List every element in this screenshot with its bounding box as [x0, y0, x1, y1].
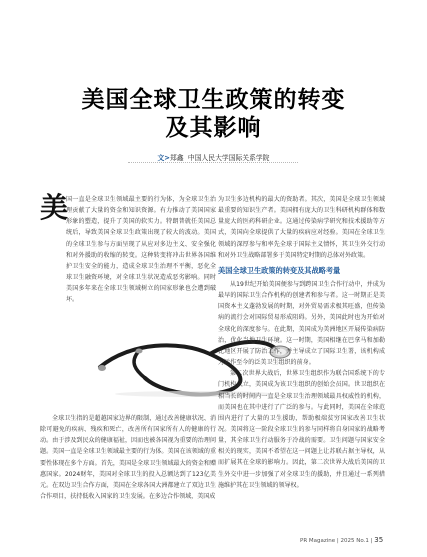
right-paragraph-1: 为卫生多边机构的最大的资助者。其次，美国是全球卫生领域最重要的知识生产者。美国拥有庞大的卫生科研机构群体和数量庞大的医药科研企业。这通过传染病学研究和技术援助等方式，美国向全球提供了大量的疾病应对经验。美国在全球卫生领域的深厚参与和率先全球于国际主义情怀，其卫生外交行动和对外卫生战略部署多于美国特定时期的总体对外政策。 [218, 196, 385, 259]
footer-magazine: PR Magazine [300, 538, 336, 544]
drop-cap: 美 [40, 191, 69, 224]
byline-affiliation: 中国人民大学国际关系学院 [187, 154, 270, 162]
right-paragraph-3: 第二次世界大战后，世界卫生组织作为联合国系统下的专门机构成立，美国成为该卫生组织的创始会员国。世卫组织在相当长的时间内一直是全球卫生治理领域最具权威性的机构，而美国也在其中进行了广泛的参与。与此同时，美国在全球范围内进行了大量的卫生援助，帮助极端贫穷国家改善卫生状况。美国将这一阶段全球卫生的参与同样将自身国家的战略考量，其全球卫生行动服务于冷战的需要。卫生问题与国家安全相关的现实，美国不希望在这一问题上让苏联占据主导权，从而扩展其在全球的影响力。因此，第二次世界大战后美国的卫生外交中进一步加强了对全球卫生的援助，并且通过一系列措施维护其在卫生领域的领导权。 [218, 370, 385, 489]
footer-issue: 2025 No.1 [340, 538, 369, 544]
byline-author: 郑鑫 [170, 154, 184, 162]
right-paragraph-2: 从19世纪开始美国便参与到跨国卫生合作行动中，并成为最早的国际卫生合作机构的创建者和参与者。这一时期正是美国资本主义蓬勃发展的时期，对外贸易需求极其旺盛，但传染病的流行会对国际贸易形成阻碍。另外，美国此时也为开始对全球化的深度参与。在此期，美国成为美洲地区开展传染病防治，优化当地卫生环境。这一时期，美国相继在巴拿马和加勒比地区开展了防治工作，并主导成立了国际卫生署，该机构成为运作至今的泛美卫生组织的前身。 [218, 280, 385, 367]
right-column [218, 194, 385, 491]
byline-prefix: 文> [157, 154, 170, 162]
section-heading: 美国全球卫生政策的转变及其战略考量 [218, 265, 341, 275]
page-footer: PR Magazine | 2025 No.1 | 35 [300, 536, 384, 544]
article-title-line2: 及其影响 [165, 114, 262, 141]
byline [0, 152, 427, 162]
left-paragraph-2: 全球卫生指的是超越国家边界的限制，通过改善健康状况、消除可避免的疾病、残疾和死亡，改善所有国家所有人的健康的行动。由于涉及到民众的健康福祉，因而也被各国视为重要的治理问题。美国一直是全球卫生领域最主要的行为体。美国在该领域的重要性体现在多个方面。首先，美国是全球卫生领域最大的资金和赠惠国家。2024财年，美国对全球卫生的投入总额达到了123亿美元。在双边卫生合作方面，美国在全球各国大洲都建立了双边卫生合作项目，扶持低收入国家的卫生发展。在多边合作领域，美国成 [40, 415, 216, 501]
left-column-top [40, 191, 216, 306]
article-title-line1: 美国全球卫生政策的转变 [81, 86, 346, 113]
byline-divider [128, 162, 298, 163]
intro-paragraph: 国一直是全球卫生领域最主要的行为体，为全球卫生治理贡献了大量的资金和知识资源。有力推动了美国国家形象的塑造，提升了美国的软实力。特朗普就任美国总统后，导致美国全球卫生政策出现了较大的波动。美国的全球卫生参与方面呈现了从应对多边主义、安全强化和对外援助的收缩的转变。这种转变将冲击世界各国维护卫生安全的能力，造成全球卫生治理不平衡，恶化全球卫生融资环境，对全球卫生状况造成恶劣影响。同时美国多年来在全球卫生领域树立的国家形象也会遭到破坏。 [66, 196, 216, 304]
left-column-bottom [40, 413, 216, 502]
page-number: 35 [374, 536, 384, 544]
